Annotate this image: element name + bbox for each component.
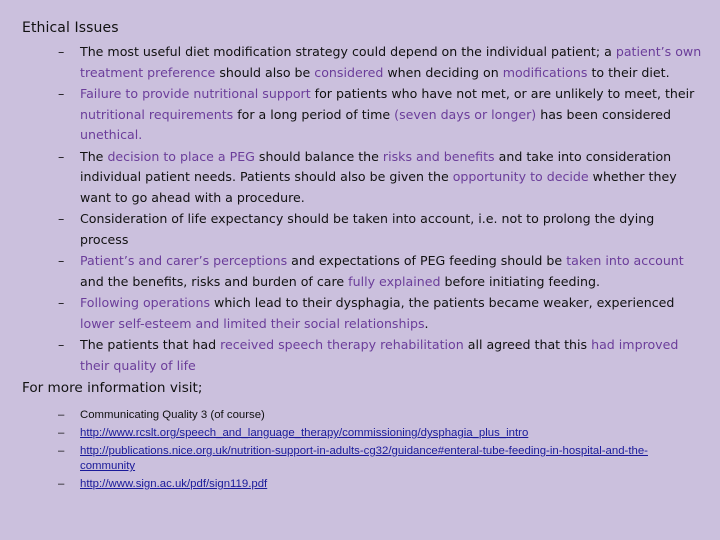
highlighted-text: taken into account: [566, 253, 684, 268]
ethical-issues-list: [22, 42, 702, 376]
bullet-text: and the benefits, risks and burden of care: [80, 273, 349, 289]
bullet-text: before initiating feeding.: [440, 273, 600, 289]
bullet-dash: –: [58, 86, 65, 101]
reference-item: [58, 477, 702, 492]
bullet-dash: –: [58, 295, 65, 310]
highlighted-text: unethical.: [80, 127, 143, 142]
more-info-heading: For more information visit;: [22, 380, 203, 396]
highlighted-text: opportunity to decide: [452, 169, 589, 184]
bullet-point: [58, 84, 702, 146]
bullet-text: and take into consideration individual patient needs. Patients should also be given the: [80, 148, 672, 184]
highlighted-text: (seven days or longer): [394, 106, 537, 122]
bullet-text: for a long period of time: [233, 106, 395, 122]
bullet-text: should also be: [215, 64, 315, 80]
highlighted-text: patient’s own treatment preference: [80, 44, 702, 80]
bullet-dash: –: [58, 445, 65, 457]
reference-link[interactable]: http://publications.nice.org.uk/nutrition-support-in-adults-cg32/guidance#enteral-tube-feeding-in-hospital-and-the-community: [80, 445, 648, 472]
bullet-text: all agreed that this: [463, 337, 592, 352]
highlighted-text: had improved their quality of life: [80, 337, 679, 373]
bullet-point: [58, 209, 702, 250]
reference-link[interactable]: http://www.rcslt.org/speech_and_language_therapy/commissioning/dysphagia_plus_intro: [80, 427, 529, 439]
reference-text: Communicating Quality 3 (of course): [80, 409, 265, 421]
highlighted-text: fully explained: [348, 273, 441, 289]
bullet-text: for patients who have not met, or are unlikely to meet, their: [310, 86, 695, 101]
reference-item: [58, 444, 702, 474]
highlighted-text: decision to place a PEG: [107, 148, 255, 164]
bullet-point: [58, 293, 702, 334]
bullet-dash: –: [58, 44, 65, 59]
highlighted-text: nutritional requirements: [80, 106, 234, 122]
highlighted-text: Following operations: [80, 295, 211, 310]
reference-links-list: [22, 408, 702, 492]
bullet-dash: –: [58, 427, 65, 439]
highlighted-text: risks and benefits: [382, 148, 495, 164]
bullet-text: whether they want to go ahead with a procedure.: [80, 169, 677, 205]
bullet-dash: –: [58, 211, 65, 226]
bullet-point: [58, 42, 702, 83]
bullet-text: .: [424, 315, 429, 331]
bullet-dash: –: [58, 337, 65, 352]
reference-item: [58, 426, 702, 441]
highlighted-text: received speech therapy rehabilitation: [220, 337, 464, 352]
bullet-text: The patients that had: [80, 337, 221, 352]
bullet-text: The: [80, 148, 108, 164]
highlighted-text: Patient’s and carer’s perceptions: [80, 253, 288, 268]
bullet-text: which lead to their dysphagia, the patients became weaker, experienced: [210, 295, 675, 310]
bullet-point: [58, 251, 702, 292]
bullet-text: has been considered: [536, 106, 672, 122]
reference-item: [58, 408, 702, 423]
reference-link[interactable]: http://www.sign.ac.uk/pdf/sign119.pdf: [80, 478, 268, 490]
bullet-dash: –: [58, 478, 65, 490]
bullet-point: [58, 147, 702, 209]
bullet-text: Consideration of life expectancy should be taken into account, i.e. not to prolong the dying process: [80, 211, 655, 247]
highlighted-text: considered: [314, 64, 384, 80]
bullet-text: The most useful diet modification strategy could depend on the individual patient; a: [80, 44, 616, 59]
highlighted-text: Failure to provide nutritional support: [80, 86, 311, 101]
highlighted-text: modifications: [502, 64, 588, 80]
bullet-text: should balance the: [254, 148, 383, 164]
bullet-dash: –: [58, 409, 65, 421]
bullet-point: [58, 335, 702, 376]
bullet-dash: –: [58, 253, 65, 268]
bullet-text: and expectations of PEG feeding should be: [287, 253, 567, 268]
bullet-text: when deciding on: [383, 64, 503, 80]
bullet-dash: –: [58, 148, 65, 164]
slide-title: Ethical Issues: [22, 20, 119, 36]
highlighted-text: lower self-esteem and limited their social relationships: [80, 315, 425, 331]
bullet-text: to their diet.: [587, 64, 670, 80]
